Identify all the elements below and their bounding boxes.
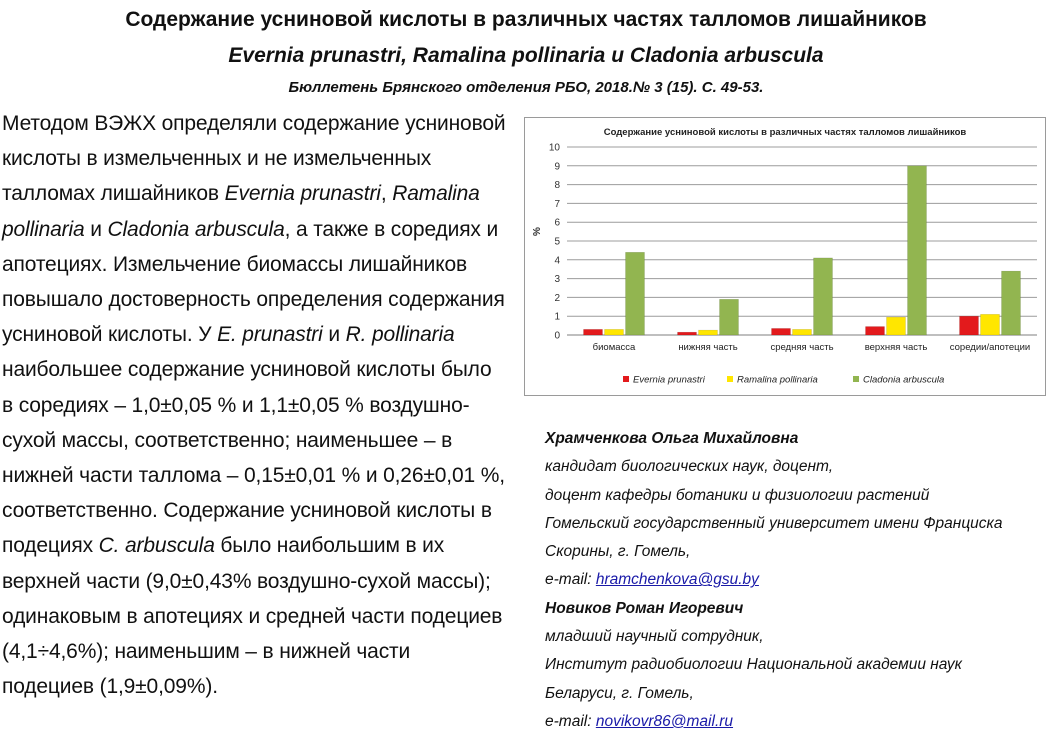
y-tick-label: 9 [554, 161, 560, 173]
abstract-line: соответственно. Содержание усниновой кислоты в [2, 499, 492, 523]
usnic-acid-chart [524, 117, 1046, 396]
author-organization: Скорины, г. Гомель, [545, 543, 691, 561]
bar [626, 252, 645, 335]
page-title: Содержание усниновой кислоты в различных частях талломов лишайников [125, 8, 927, 31]
author-email: e-mail: hramchenkova@gsu.by [545, 571, 759, 589]
legend-swatch [727, 376, 733, 382]
y-tick-label: 7 [554, 198, 560, 210]
bar [814, 258, 833, 335]
bar [720, 299, 739, 335]
abstract-line: pollinaria и Cladonia arbuscula, а также в соредиях и [2, 217, 499, 241]
email-link[interactable]: novikovr86@mail.ru [595, 712, 734, 730]
abstract-line: апотециях. Измельчение биомассы лишайников [2, 252, 468, 276]
abstract-line: верхней части (9,0±0,43% воздушно-сухой массы); [2, 569, 491, 593]
y-tick-label: 1 [554, 311, 560, 323]
bar [887, 317, 906, 335]
y-tick-label: 10 [548, 142, 560, 154]
legend-swatch [853, 376, 859, 382]
species-name: Cladonia arbuscula [107, 217, 285, 241]
abstract-line: в соредиях – 1,0±0,05 % и 1,1±0,05 % воздушно- [2, 393, 470, 417]
legend-swatch [623, 376, 629, 382]
abstract-line: нижней части таллома – 0,15±0,01 % и 0,26±0,01 %, [2, 464, 505, 488]
chart-legend [623, 375, 944, 386]
species-name: pollinaria [2, 217, 85, 241]
y-tick-label: 8 [554, 180, 560, 192]
author-organization: Гомельский государственный университет имени Франциска [545, 514, 1003, 532]
bar [960, 316, 979, 335]
page-subtitle-species: Evernia prunastri, Ramalina pollinaria и Cladonia arbuscula [228, 44, 824, 67]
bar [981, 314, 1000, 335]
abstract-line: Методом ВЭЖХ определяли содержание усниновой [2, 112, 506, 135]
species-name: E. prunastri [217, 323, 323, 347]
abstract-line: (4,1÷4,6%); наименьшим – в нижней части [2, 640, 411, 664]
abstract-line: усниновой кислоты. У E. prunastri и R. pollinaria [2, 323, 455, 347]
author-organization: Институт радиобиологии Национальной академии наук [545, 656, 962, 674]
author-name: Храмченкова Ольга Михайловна [545, 430, 799, 447]
abstract-line: подециев (1,9±0,09%). [2, 675, 218, 699]
bar [584, 329, 603, 335]
x-tick-label: соредии/апотеции [949, 342, 1031, 353]
email-link[interactable]: hramchenkova@gsu.by [595, 571, 759, 589]
abstract-line: наибольшее содержание усниновой кислоты было [2, 358, 492, 382]
author-name: Новиков Роман Игоревич [545, 599, 744, 617]
abstract-line: повышало достоверность определения содержания [2, 288, 505, 312]
abstract-text [2, 106, 530, 704]
species-name: C. arbuscula [98, 534, 215, 558]
y-tick-label: 5 [554, 236, 560, 248]
author-degree: кандидат биологических наук, доцент, [545, 458, 834, 476]
abstract-line: сухой массы, соответственно; наименьшее – в [2, 428, 453, 452]
y-tick-label: 2 [554, 292, 560, 304]
y-tick-label: 0 [554, 330, 560, 342]
legend-label: Ramalina pollinaria [737, 374, 818, 386]
author-info [545, 425, 1045, 736]
bar [866, 327, 885, 335]
x-tick-label: нижняя часть [678, 342, 738, 353]
abstract-line: подециях C. arbuscula было наибольшим в их [2, 534, 445, 558]
y-tick-label: 3 [554, 274, 560, 286]
bar [678, 332, 697, 335]
bar [699, 330, 718, 335]
bar [908, 166, 927, 335]
chart-title: Содержание усниновой кислоты в различных частях талломов лишайников [603, 127, 967, 138]
x-tick-label: средняя часть [770, 342, 834, 353]
author-email: e-mail: novikovr86@mail.ru [545, 712, 734, 730]
species-name: R. pollinaria [345, 323, 455, 347]
legend-label: Cladonia arbuscula [863, 374, 945, 386]
abstract-line: кислоты в измельченных и не измельченных [2, 147, 432, 171]
abstract-line: талломах лишайников Evernia prunastri, Ramalina [2, 182, 480, 206]
chart-canvas [525, 118, 1045, 395]
species-name: Evernia prunastri [224, 182, 381, 206]
y-axis-label: % [532, 227, 543, 237]
author-position: доцент кафедры ботаники и физиологии растений [545, 486, 930, 504]
bar [1002, 271, 1021, 335]
y-tick-label: 4 [554, 255, 560, 267]
bar [772, 328, 791, 335]
x-axis-ticks [593, 342, 1031, 353]
bar [793, 329, 812, 335]
legend-label: Evernia prunastri [633, 374, 705, 386]
y-axis-ticks [549, 143, 561, 342]
chart-bars [584, 166, 1021, 335]
y-tick-label: 6 [554, 217, 560, 229]
author-organization: Беларуси, г. Гомель, [545, 684, 694, 702]
x-tick-label: верхняя часть [864, 342, 928, 353]
bar [605, 329, 624, 335]
abstract-line: одинаковым в апотециях и средней части подециев [2, 604, 503, 628]
species-name: Ramalina [392, 182, 480, 206]
x-tick-label: биомасса [592, 342, 636, 353]
author-position: младший научный сотрудник, [545, 628, 764, 646]
citation: Бюллетень Брянского отделения РБО, 2018.№ 3 (15). С. 49-53. [288, 79, 764, 96]
